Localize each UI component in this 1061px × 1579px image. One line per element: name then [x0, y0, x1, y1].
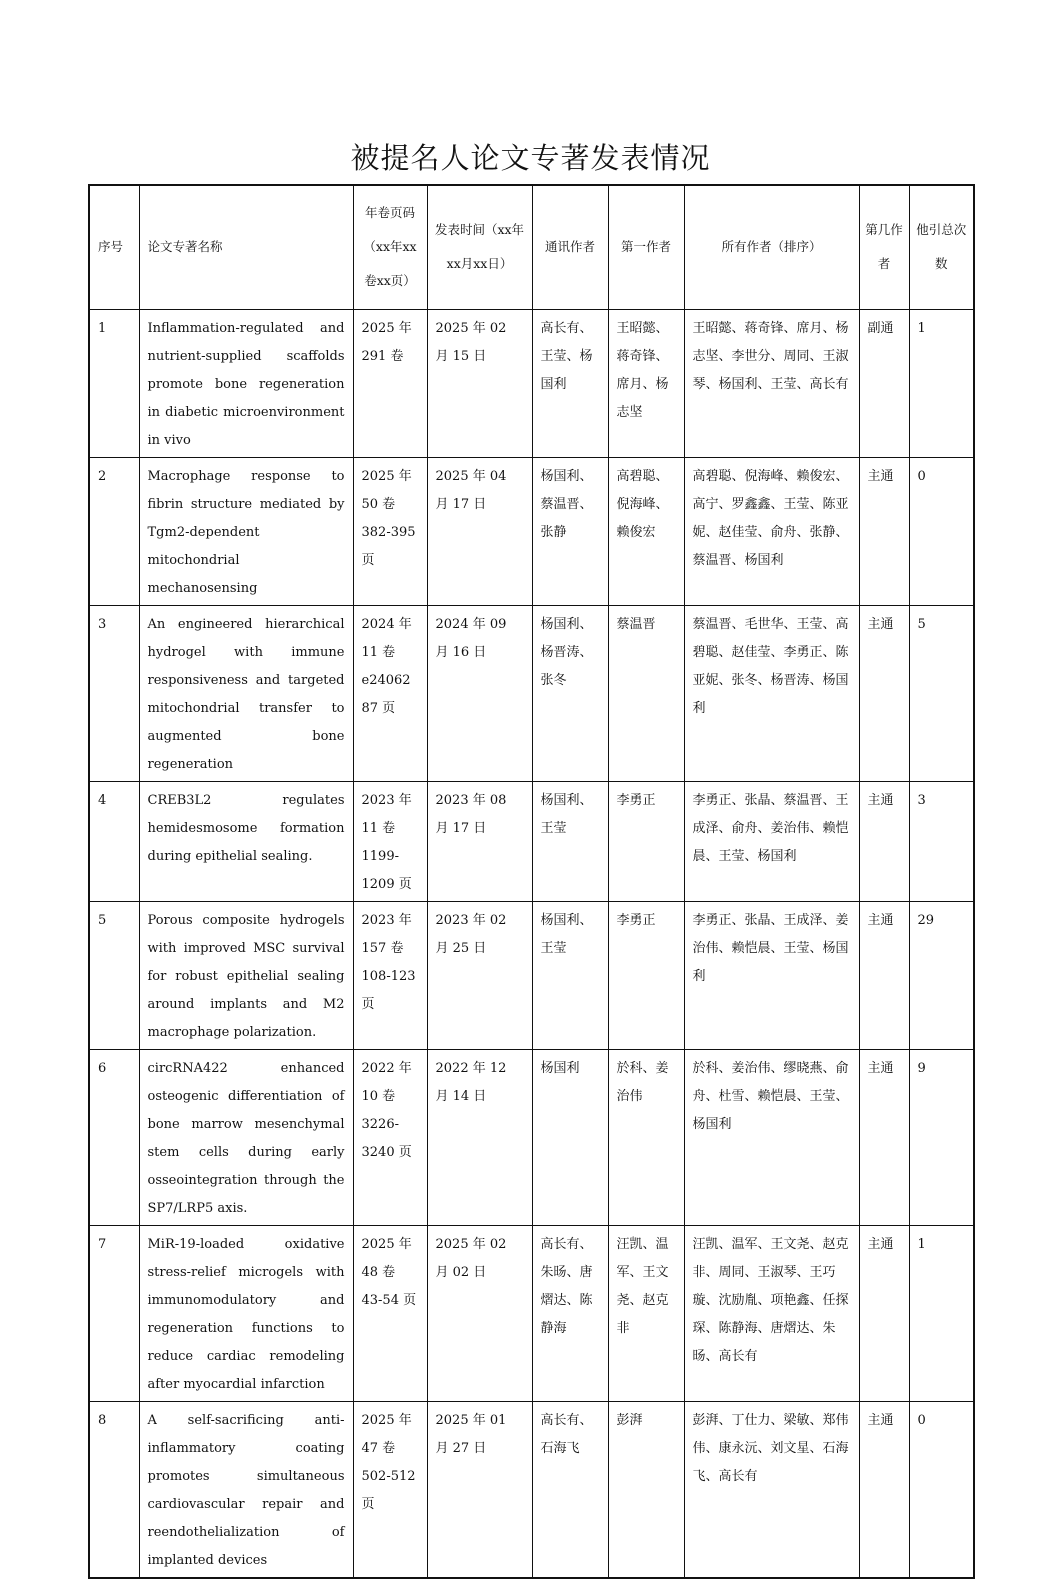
cell-first: 王昭懿、蒋奇锋、席月、杨志坚 [608, 309, 684, 457]
header-date: 发表时间（xx年xx月xx日） [427, 185, 532, 309]
cell-date: 2024 年 09 月 16 日 [427, 605, 532, 781]
publication-table [88, 184, 975, 1579]
cell-all: 彭湃、丁仕力、梁敏、郑伟伟、康永沅、刘文星、石海飞、高长有 [684, 1401, 859, 1578]
cell-all: 汪凯、温军、王文尧、赵克非、周同、王淑琴、王巧璇、沈励胤、项艳鑫、任探琛、陈静海、唐熠达、朱旸、高长有 [684, 1225, 859, 1401]
header-all: 所有作者（排序） [684, 185, 859, 309]
cell-name: Inflammation-regulated and nutrient-supplied scaffolds promote bone regeneration in diabetic microenvironment in vivo [139, 309, 353, 457]
cell-citations: 9 [909, 1049, 974, 1225]
cell-volume: 2023 年 11 卷 1199-1209 页 [353, 781, 427, 901]
cell-date: 2025 年 02 月 02 日 [427, 1225, 532, 1401]
cell-citations: 29 [909, 901, 974, 1049]
table-row [89, 309, 974, 457]
cell-role: 主通 [859, 605, 909, 781]
header-volume: 年卷页码（xx年xx卷xx页） [353, 185, 427, 309]
cell-first: 蔡温晋 [608, 605, 684, 781]
header-citations: 他引总次数 [909, 185, 974, 309]
header-row [89, 185, 974, 309]
cell-corresponding: 杨国利 [532, 1049, 608, 1225]
cell-citations: 1 [909, 309, 974, 457]
cell-volume: 2025 年 50 卷 382-395 页 [353, 457, 427, 605]
cell-citations: 0 [909, 457, 974, 605]
cell-date: 2023 年 08 月 17 日 [427, 781, 532, 901]
cell-name: A self-sacrificing anti-inflammatory coating promotes simultaneous cardiovascular repair and reendothelialization of implanted devices [139, 1401, 353, 1578]
cell-name: Porous composite hydrogels with improved MSC survival for robust epithelial sealing around implants and M2 macrophage polarization. [139, 901, 353, 1049]
cell-citations: 1 [909, 1225, 974, 1401]
cell-role: 主通 [859, 1225, 909, 1401]
cell-name: Macrophage response to fibrin structure mediated by Tgm2-dependent mitochondrial mechanosensing [139, 457, 353, 605]
cell-volume: 2022 年 10 卷 3226-3240 页 [353, 1049, 427, 1225]
cell-role: 主通 [859, 781, 909, 901]
cell-no: 2 [89, 457, 139, 605]
cell-all: 李勇正、张晶、蔡温晋、王成泽、俞舟、姜治伟、赖恺晨、王莹、杨国利 [684, 781, 859, 901]
table-row [89, 901, 974, 1049]
cell-volume: 2023 年 157 卷 108-123 页 [353, 901, 427, 1049]
cell-corresponding: 高长有、石海飞 [532, 1401, 608, 1578]
cell-no: 6 [89, 1049, 139, 1225]
cell-corresponding: 杨国利、王莹 [532, 781, 608, 901]
header-first: 第一作者 [608, 185, 684, 309]
table-row [89, 1225, 974, 1401]
cell-volume: 2024 年 11 卷 e2406287 页 [353, 605, 427, 781]
cell-first: 於科、姜治伟 [608, 1049, 684, 1225]
cell-corresponding: 杨国利、蔡温晋、张静 [532, 457, 608, 605]
cell-volume: 2025 年 291 卷 [353, 309, 427, 457]
header-role: 第几作者 [859, 185, 909, 309]
cell-no: 5 [89, 901, 139, 1049]
header-corresponding: 通讯作者 [532, 185, 608, 309]
page-title: 被提名人论文专著发表情况 [350, 141, 711, 175]
cell-date: 2025 年 04 月 17 日 [427, 457, 532, 605]
cell-role: 主通 [859, 457, 909, 605]
table-row [89, 1401, 974, 1578]
cell-first: 彭湃 [608, 1401, 684, 1578]
table-row [89, 1049, 974, 1225]
cell-date: 2022 年 12 月 14 日 [427, 1049, 532, 1225]
header-name: 论文专著名称 [139, 185, 353, 309]
cell-corresponding: 杨国利、杨晋涛、张冬 [532, 605, 608, 781]
cell-first: 高碧聪、倪海峰、赖俊宏 [608, 457, 684, 605]
table-row [89, 605, 974, 781]
cell-date: 2025 年 01 月 27 日 [427, 1401, 532, 1578]
cell-all: 於科、姜治伟、缪晓燕、俞舟、杜雪、赖恺晨、王莹、杨国利 [684, 1049, 859, 1225]
cell-no: 1 [89, 309, 139, 457]
cell-role: 主通 [859, 1049, 909, 1225]
cell-volume: 2025 年 48 卷 43-54 页 [353, 1225, 427, 1401]
header-no: 序号 [89, 185, 139, 309]
cell-corresponding: 高长有、朱旸、唐熠达、陈静海 [532, 1225, 608, 1401]
cell-role: 副通 [859, 309, 909, 457]
cell-role: 主通 [859, 1401, 909, 1578]
cell-no: 3 [89, 605, 139, 781]
cell-name: circRNA422 enhanced osteogenic differentiation of bone marrow mesenchymal stem cells during early osseointegration through the SP7/LRP5 axis. [139, 1049, 353, 1225]
cell-no: 8 [89, 1401, 139, 1578]
cell-date: 2025 年 02 月 15 日 [427, 309, 532, 457]
cell-citations: 0 [909, 1401, 974, 1578]
table-row [89, 457, 974, 605]
cell-volume: 2025 年 47 卷 502-512 页 [353, 1401, 427, 1578]
cell-name: An engineered hierarchical hydrogel with immune responsiveness and targeted mitochondrial transfer to augmented bone regeneration [139, 605, 353, 781]
cell-first: 李勇正 [608, 781, 684, 901]
cell-name: MiR-19-loaded oxidative stress-relief microgels with immunomodulatory and regeneration functions to reduce cardiac remodeling after myocardial infarction [139, 1225, 353, 1401]
cell-citations: 3 [909, 781, 974, 901]
cell-first: 李勇正 [608, 901, 684, 1049]
cell-all: 李勇正、张晶、王成泽、姜治伟、赖恺晨、王莹、杨国利 [684, 901, 859, 1049]
cell-date: 2023 年 02 月 25 日 [427, 901, 532, 1049]
cell-corresponding: 高长有、王莹、杨国利 [532, 309, 608, 457]
cell-no: 4 [89, 781, 139, 901]
cell-all: 蔡温晋、毛世华、王莹、高碧聪、赵佳莹、李勇正、陈亚妮、张冬、杨晋涛、杨国利 [684, 605, 859, 781]
cell-first: 汪凯、温军、王文尧、赵克非 [608, 1225, 684, 1401]
cell-all: 高碧聪、倪海峰、赖俊宏、高宁、罗鑫鑫、王莹、陈亚妮、赵佳莹、俞舟、张静、蔡温晋、杨国利 [684, 457, 859, 605]
cell-citations: 5 [909, 605, 974, 781]
cell-corresponding: 杨国利、王莹 [532, 901, 608, 1049]
cell-no: 7 [89, 1225, 139, 1401]
table-row [89, 781, 974, 901]
cell-name: CREB3L2 regulates hemidesmosome formation during epithelial sealing. [139, 781, 353, 901]
cell-role: 主通 [859, 901, 909, 1049]
cell-all: 王昭懿、蒋奇锋、席月、杨志坚、李世分、周同、王淑琴、杨国利、王莹、高长有 [684, 309, 859, 457]
